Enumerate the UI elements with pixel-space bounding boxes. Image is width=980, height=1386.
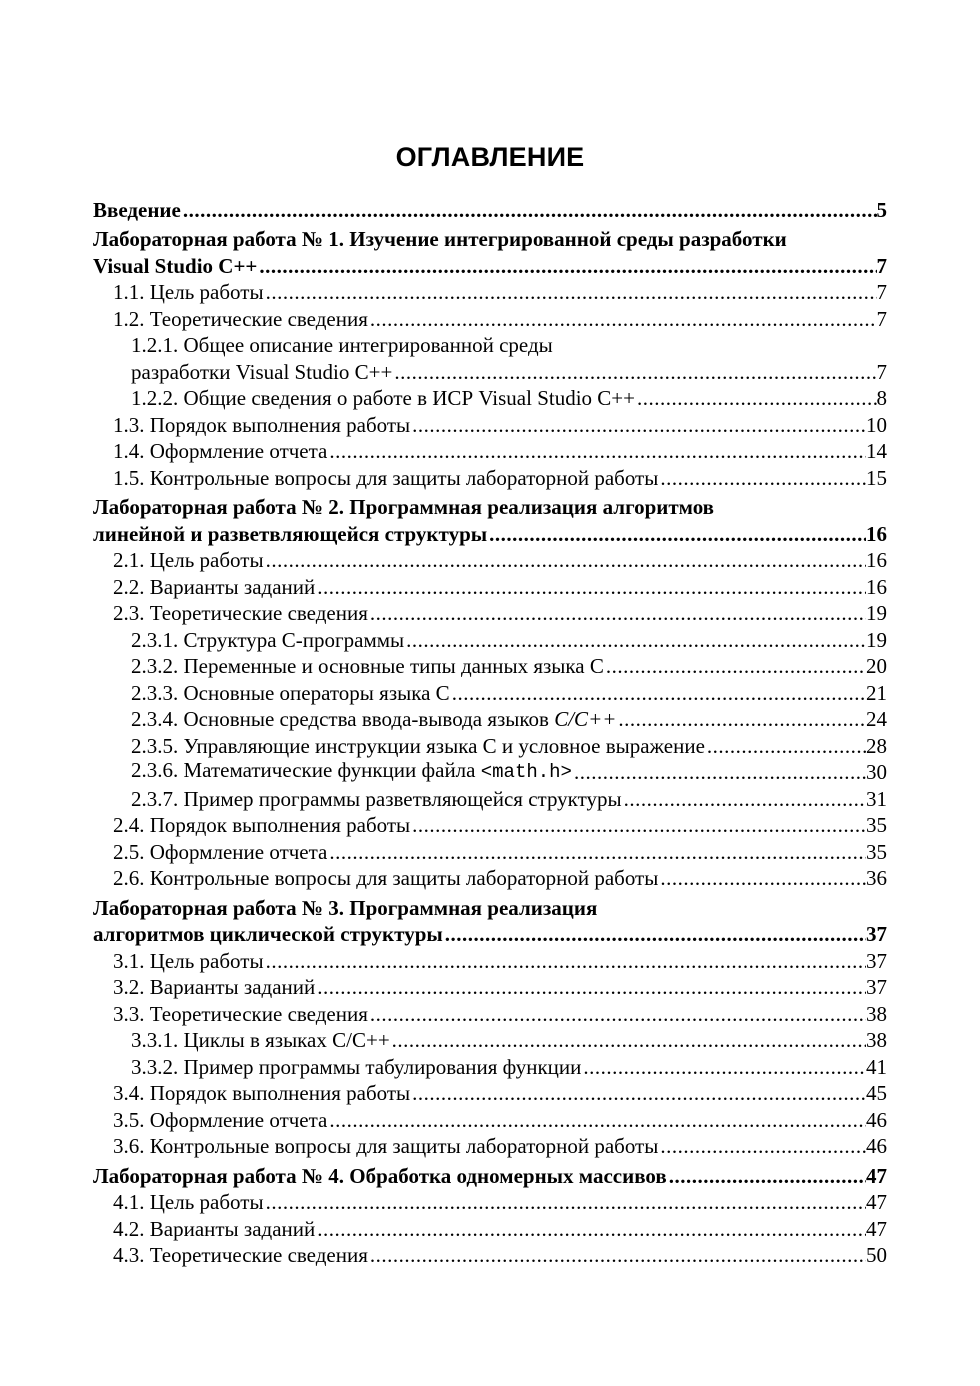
toc-entry-1-5[interactable]: [93, 465, 887, 492]
toc-entry-page: 19: [866, 627, 887, 652]
toc-entry-2-3-5[interactable]: [93, 733, 887, 760]
dot-leader: [368, 600, 866, 627]
toc-entry-page: 14: [866, 439, 887, 463]
toc-entry-lab2-title-line1: Лабораторная работа № 2. Программная реализация алгоритмов: [93, 495, 715, 519]
dot-leader: [443, 921, 866, 948]
toc-entry-label: Лабораторная работа № 4. Обработка одномерных массивов: [93, 1163, 667, 1188]
dot-leader: [450, 680, 866, 707]
toc-entry-1-2-2[interactable]: [93, 385, 887, 412]
toc-entry-page: 16: [866, 548, 887, 572]
dot-leader: [410, 412, 866, 439]
toc-entry-4-2[interactable]: [93, 1216, 887, 1243]
toc-entry-2-3-6[interactable]: [93, 759, 887, 786]
toc-entry-page: 46: [866, 1134, 887, 1158]
toc-entry-label: 1.3. Порядок выполнения работы: [113, 412, 411, 437]
toc-entry-page: 35: [866, 839, 887, 864]
toc-entry-2-3-1[interactable]: [93, 627, 887, 654]
toc-entry-label: 2.6. Контрольные вопросы для защиты лабораторной работы: [113, 866, 659, 890]
toc-entry-lab4[interactable]: [93, 1163, 887, 1190]
toc-entry-1-2-1[interactable]: [93, 359, 887, 386]
dot-leader: [315, 1216, 866, 1243]
toc-entry-label-code: <math.h>: [480, 761, 572, 783]
toc-entry-page: 37: [866, 922, 887, 946]
dot-leader: [368, 1242, 866, 1269]
dot-leader: [264, 547, 866, 574]
toc-entry-2-1[interactable]: [93, 547, 887, 574]
toc-entry-page: 7: [876, 253, 887, 278]
toc-entry-label: 3.1. Цель работы: [113, 948, 264, 973]
dot-leader: [581, 1054, 866, 1081]
dot-leader: [368, 306, 877, 333]
toc-entry-label: 2.3.3. Основные операторы языка С: [131, 680, 450, 705]
dot-leader: [264, 1189, 866, 1216]
toc-entry-4-1[interactable]: [93, 1189, 887, 1216]
toc-entry-label: 2.3. Теоретические сведения: [113, 601, 368, 625]
dot-leader: [705, 733, 866, 760]
toc-entry-3-5[interactable]: [93, 1107, 887, 1134]
dot-leader: [404, 627, 866, 654]
dot-leader: [315, 574, 866, 601]
toc-entry-1-1[interactable]: [93, 279, 887, 306]
toc-entry-page: 41: [866, 1054, 887, 1079]
toc-entry-label-text: 2.3.4. Основные средства ввода-вывода языков: [131, 707, 549, 731]
toc-entry-3-2[interactable]: [93, 974, 887, 1001]
toc-entry-label: 1.2.2. Общие сведения о работе в ИСР Visual Studio C++: [131, 386, 635, 410]
toc-entry-page: 10: [866, 412, 887, 437]
toc-entry-introduction[interactable]: [93, 196, 887, 223]
toc-entry-label: [131, 706, 616, 733]
toc-entry-label: 1.5. Контрольные вопросы для защиты лабораторной работы: [113, 465, 659, 490]
toc-entry-page: 5: [876, 197, 887, 222]
toc-entry-page: 37: [866, 948, 887, 973]
toc-entry-3-4[interactable]: [93, 1080, 887, 1107]
dot-leader: [390, 1027, 866, 1054]
dot-leader: [622, 786, 866, 813]
toc-entry-label: 4.2. Варианты заданий: [113, 1216, 316, 1241]
toc-entry-label: 3.4. Порядок выполнения работы: [113, 1081, 411, 1105]
dot-leader: [327, 839, 866, 866]
toc-entry-page: 47: [866, 1216, 887, 1241]
toc-entry-page: 37: [866, 975, 887, 999]
toc-entry-2-3[interactable]: [93, 600, 887, 627]
toc-entry-2-6[interactable]: [93, 865, 887, 892]
dot-leader: [327, 1107, 866, 1134]
toc-entry-page: 24: [866, 707, 887, 731]
toc-entry-label: 2.3.5. Управляющие инструкции языка С и условное выражение: [131, 733, 705, 758]
page-title: ОГЛАВЛЕНИЕ: [395, 142, 585, 172]
toc-entry-label: 1.2. Теоретические сведения: [113, 306, 368, 331]
toc-entry-label-text: 2.3.6. Математические функции файла: [131, 758, 476, 782]
toc-entry-label: [131, 757, 572, 786]
toc-entry-lab1[interactable]: [93, 253, 887, 280]
toc-entry-label: 3.3.1. Циклы в языках С/С++: [131, 1028, 390, 1052]
toc-entry-label-lang: C/C++: [554, 707, 617, 731]
dot-leader: [257, 253, 876, 280]
toc-entry-label: 1.4. Оформление отчета: [113, 439, 328, 463]
dot-leader: [658, 865, 866, 892]
toc-entry-page: 36: [866, 866, 887, 890]
dot-leader: [410, 812, 866, 839]
toc-entry-label: 2.5. Оформление отчета: [113, 839, 328, 864]
toc-entry-page: 7: [876, 280, 887, 304]
toc-entry-label: линейной и разветвляющейся структуры: [93, 521, 488, 546]
toc-entry-label: разработки Visual Studio C++: [131, 359, 393, 384]
toc-entry-page: 21: [866, 680, 887, 705]
toc-entry-2-3-7[interactable]: [93, 786, 887, 813]
toc-entry-3-3-2[interactable]: [93, 1054, 887, 1081]
toc-entry-2-4[interactable]: [93, 812, 887, 839]
toc-entry-page: 46: [866, 1107, 887, 1132]
toc-entry-3-3[interactable]: [93, 1001, 887, 1028]
toc-entry-label: 3.2. Варианты заданий: [113, 975, 316, 999]
toc-entry-page: 45: [866, 1081, 887, 1105]
toc-entry-label: алгоритмов циклической структуры: [93, 922, 443, 946]
toc-entry-page: 16: [866, 574, 887, 599]
toc-entry-lab3[interactable]: [93, 921, 887, 948]
toc-entry-page: 47: [866, 1190, 887, 1214]
dot-leader: [315, 974, 866, 1001]
toc-entry-label: 2.3.1. Структура С-программы: [131, 627, 405, 652]
toc-entry-label: 1.1. Цель работы: [113, 280, 264, 304]
dot-leader: [487, 521, 866, 548]
dot-leader: [658, 465, 866, 492]
dot-leader: [327, 438, 866, 465]
toc-entry-page: 38: [866, 1028, 887, 1052]
toc-entry-page: 35: [866, 813, 887, 837]
toc-entry-page: 7: [876, 306, 887, 331]
toc-entry-4-3[interactable]: [93, 1242, 887, 1269]
dot-leader: [616, 706, 866, 733]
toc-entry-page: 20: [866, 654, 887, 678]
toc-entry-1-2[interactable]: [93, 306, 887, 333]
dot-leader: [635, 385, 877, 412]
toc-entry-label: 3.3.2. Пример программы табулирования функции: [131, 1054, 582, 1079]
toc-entry-2-3-4[interactable]: [93, 706, 887, 733]
toc-entry-3-1[interactable]: [93, 948, 887, 975]
dot-leader: [604, 653, 866, 680]
toc-entry-1-2-1-line1: 1.2.1. Общее описание интегрированной среды: [131, 333, 553, 357]
toc-entry-2-2[interactable]: [93, 574, 887, 601]
dot-leader: [667, 1163, 866, 1190]
toc-entry-label: 3.3. Теоретические сведения: [113, 1001, 368, 1026]
toc-entry-page: 50: [866, 1243, 887, 1267]
dot-leader: [392, 359, 876, 386]
toc-entry-label: 2.1. Цель работы: [113, 548, 264, 572]
toc-entry-label: 3.6. Контрольные вопросы для защиты лабораторной работы: [113, 1134, 659, 1158]
toc-entry-label: 4.3. Теоретические сведения: [113, 1243, 368, 1267]
toc-entry-label: 2.2. Варианты заданий: [113, 574, 316, 599]
toc-entry-label: 2.4. Порядок выполнения работы: [113, 813, 411, 837]
toc-entry-3-6[interactable]: [93, 1133, 887, 1160]
toc-entry-2-5[interactable]: [93, 839, 887, 866]
toc-entry-3-3-1[interactable]: [93, 1027, 887, 1054]
toc-entry-1-4[interactable]: [93, 438, 887, 465]
toc-entry-lab2[interactable]: [93, 521, 887, 548]
toc-entry-page: 47: [866, 1163, 887, 1188]
toc-entry-page: 19: [866, 601, 887, 625]
toc-entry-page: 15: [866, 465, 887, 490]
dot-leader: [368, 1001, 866, 1028]
toc-entry-1-3[interactable]: [93, 412, 887, 439]
toc-entry-lab3-title-line1: Лабораторная работа № 3. Программная реализация: [93, 895, 598, 920]
dot-leader: [264, 948, 866, 975]
dot-leader: [181, 197, 877, 224]
toc-entry-label: 2.3.2. Переменные и основные типы данных языка С: [131, 654, 604, 678]
toc-entry-label: 3.5. Оформление отчета: [113, 1107, 328, 1132]
dot-leader: [264, 279, 877, 306]
toc-entry-label: 2.3.7. Пример программы разветвляющейся структуры: [131, 786, 622, 811]
toc-entry-lab1-title-line1: Лабораторная работа № 1. Изучение интегрированной среды разработки: [93, 227, 787, 251]
toc-entry-page: 7: [876, 359, 887, 384]
dot-leader: [410, 1080, 866, 1107]
toc-entry-2-3-2[interactable]: [93, 653, 887, 680]
dot-leader: [658, 1133, 866, 1160]
toc-entry-page: 28: [866, 733, 887, 758]
toc-entry-page: 38: [866, 1001, 887, 1026]
toc-entry-label: Visual Studio C++: [93, 253, 258, 278]
table-of-contents: [93, 196, 887, 1269]
toc-entry-page: 30: [866, 760, 887, 784]
toc-entry-page: 16: [866, 521, 887, 546]
toc-entry-page: 8: [876, 386, 887, 410]
toc-entry-page: 31: [866, 786, 887, 811]
dot-leader: [572, 759, 866, 786]
toc-entry-label: Введение: [93, 197, 181, 222]
toc-entry-label: 4.1. Цель работы: [113, 1190, 264, 1214]
toc-entry-2-3-3[interactable]: [93, 680, 887, 707]
